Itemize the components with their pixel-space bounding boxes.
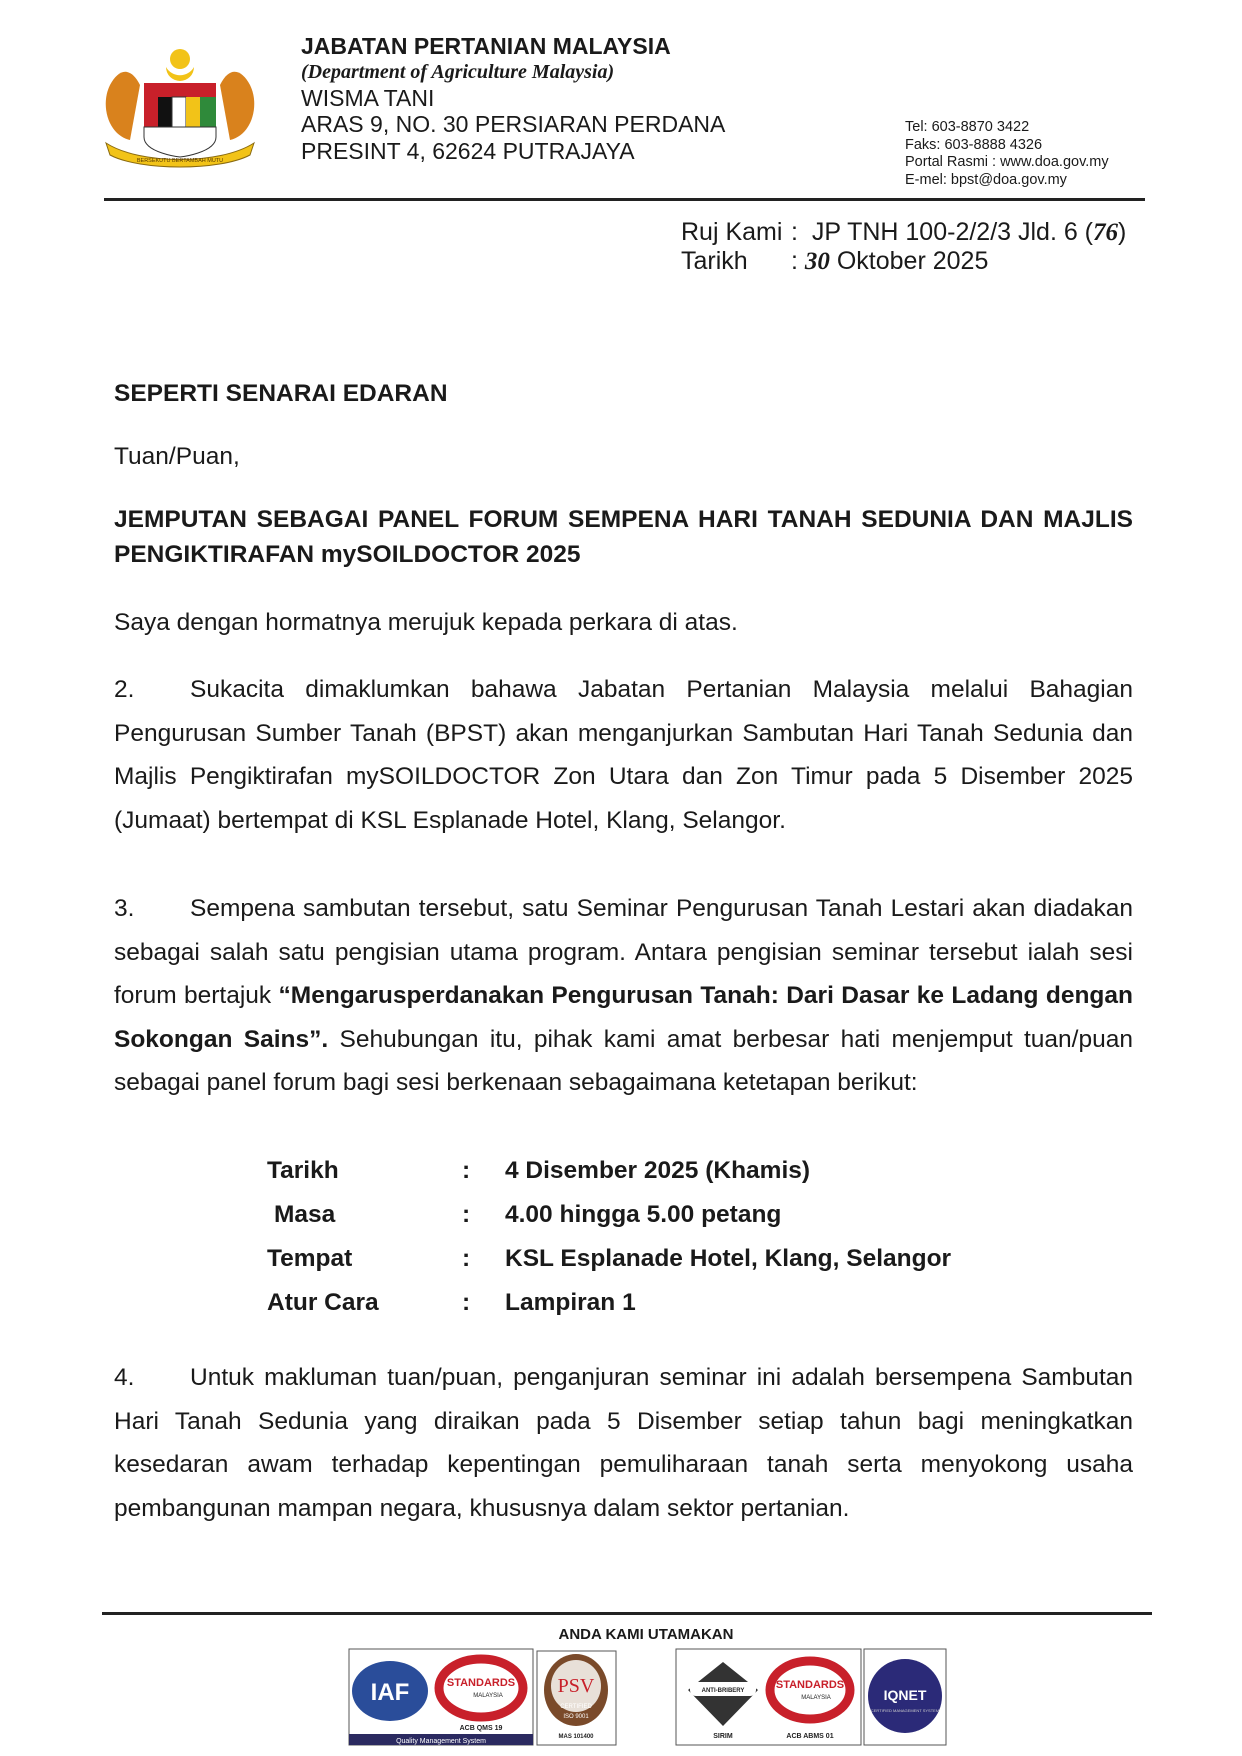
org-name: JABATAN PERTANIAN MALAYSIA	[301, 33, 671, 59]
coat-of-arms-logo	[100, 45, 260, 170]
subject: JEMPUTAN SEBAGAI PANEL FORUM SEMPENA HARI TANAH SEDUNIA DAN MAJLIS PENGIKTIRAFAN mySOILDOCTOR 2025	[114, 506, 1133, 568]
svg-text:IAF: IAF	[370, 1679, 410, 1706]
tel: Tel: 603-8870 3422	[905, 119, 1030, 135]
svg-text:CERTIFIED MANAGEMENT SYSTEM: CERTIFIED MANAGEMENT SYSTEM	[870, 1708, 940, 1713]
svg-text:ACB ABMS 01: ACB ABMS 01	[786, 1733, 834, 1740]
svg-text:STANDARDS: STANDARDS	[775, 1679, 845, 1691]
paragraph-4: 4. Untuk makluman tuan/puan, penganjuran seminar ini adalah bersempena Sambutan Hari Tanah Sedunia yang diraikan pada 5 Disember setiap tahun bagi meningkatkan kesedaran awam terhadap kepentingan pemuliharaan tanah serta menyokong usaha pembangunan mampan negara, khususnya dalam sektor pertanian.	[114, 1364, 1133, 1522]
detail-row-agenda: Atur Cara : Lampiran 1	[267, 1289, 636, 1316]
fax: Faks: 603-8888 4326	[905, 136, 1043, 153]
address-line-1: ARAS 9, NO. 30 PERSIARAN PERDANA	[301, 111, 726, 137]
svg-text:ISO 9001: ISO 9001	[563, 1714, 589, 1720]
svg-text:MAS 101400: MAS 101400	[558, 1734, 594, 1740]
event-details	[267, 1149, 1067, 1325]
svg-text:MALAYSIA: MALAYSIA	[801, 1695, 831, 1701]
svg-text:SIRIM: SIRIM	[713, 1733, 733, 1740]
svg-text:STANDARDS: STANDARDS	[446, 1677, 516, 1689]
detail-row-venue: Tempat : KSL Esplanade Hotel, Klang, Selangor	[267, 1245, 952, 1272]
salutation: Tuan/Puan,	[114, 443, 240, 470]
handwritten-day: 30	[804, 248, 830, 275]
address-line-2: PRESINT 4, 62624 PUTRAJAYA	[301, 138, 635, 164]
svg-text:ANTI-BRIBERY: ANTI-BRIBERY	[701, 1688, 745, 1694]
building-name: WISMA TANI	[301, 85, 435, 111]
contact-block	[905, 119, 1109, 189]
svg-text:IQNET: IQNET	[883, 1687, 927, 1703]
qms-banner-text: Quality Management System	[396, 1738, 486, 1745]
reference-number: Ruj Kami : JP TNH 100-2/2/3 Jld. 6 (76)	[681, 218, 1127, 246]
detail-row-date: Tarikh : 4 Disember 2025 (Khamis)	[267, 1157, 811, 1184]
org-name-english: (Department of Agriculture Malaysia)	[301, 61, 615, 83]
paragraph-2: 2. Sukacita dimaklumkan bahawa Jabatan Pertanian Malaysia melalui Bahagian Pengurusan Sumber Tanah (BPST) akan menganjurkan Sambutan Hari Tanah Sedunia dan Majlis Pengiktirafan mySOILDOCTOR Zon Utara dan Zon Timur pada 5 Disember 2025 (Jumaat) bertempat di KSL Esplanade Hotel, Klang, Selangor.	[114, 676, 1133, 834]
recipient: SEPERTI SENARAI EDARAN	[114, 380, 448, 407]
footer-motto: ANDA KAMI UTAMAKAN	[558, 1626, 734, 1643]
footer-divider	[102, 1612, 1152, 1615]
letter-date: Tarikh : 30 Oktober 2025	[681, 247, 989, 275]
detail-row-time: Masa : 4.00 hingga 5.00 petang	[274, 1201, 782, 1228]
certification-logos	[348, 1648, 948, 1748]
email-link[interactable]: E-mel: bpst@doa.gov.my	[905, 171, 1067, 188]
svg-text:MALAYSIA: MALAYSIA	[473, 1693, 503, 1699]
forum-title: “Mengarusperdanakan Pengurusan Tanah: Dari Dasar ke Ladang dengan Sokongan Sains”.	[114, 982, 1133, 1053]
handwritten-number: 76	[1093, 219, 1119, 246]
svg-text:ACB QMS 19: ACB QMS 19	[459, 1725, 503, 1732]
crest-motto: BERSEKUTU BERTAMBAH MUTU	[136, 158, 224, 164]
portal-link[interactable]: Portal Rasmi : www.doa.gov.my	[905, 154, 1109, 170]
header-divider	[104, 198, 1145, 201]
paragraph-3: 3. Sempena sambutan tersebut, satu Seminar Pengurusan Tanah Lestari akan diadakan sebagai salah satu pengisian utama program. Antara pengisian seminar tersebut ialah sesi forum bertajuk “Mengarusperdanakan Pengurusan Tanah: Dari Dasar ke Ladang dengan Sokongan Sains”. Sehubungan itu, pihak kami amat berbesar hati menjemput tuan/puan sebagai panel forum bagi sesi berkenaan sebagaimana ketetapan berikut:	[114, 895, 1133, 1096]
svg-text:CERTIFIED: CERTIFIED	[560, 1704, 592, 1710]
intro-paragraph: Saya dengan hormatnya merujuk kepada perkara di atas.	[114, 609, 738, 636]
svg-text:PSV: PSV	[557, 1675, 595, 1697]
